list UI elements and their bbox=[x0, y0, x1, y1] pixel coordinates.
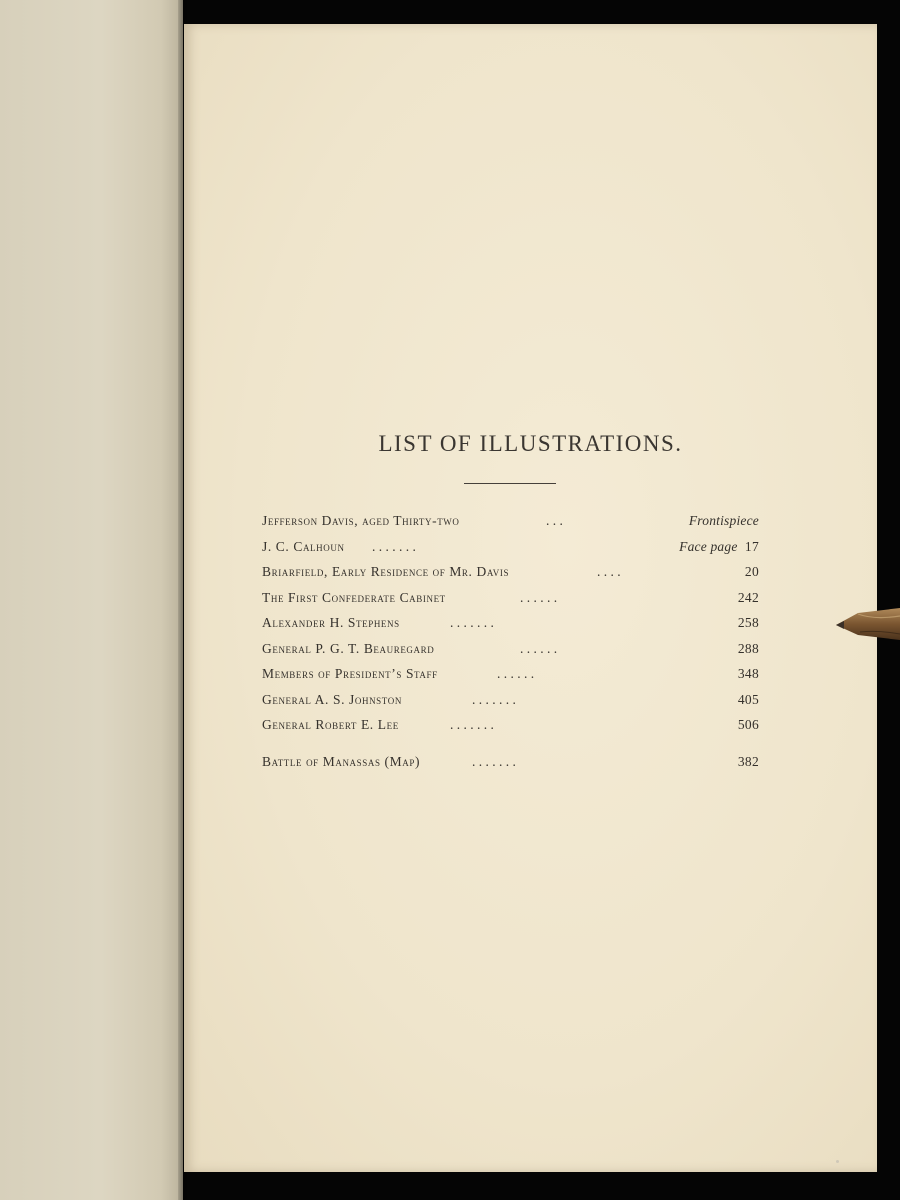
entry-page-value: 382 bbox=[737, 753, 759, 769]
leader-dots: . . . . . . . bbox=[372, 538, 416, 554]
page-title: LIST OF ILLUSTRATIONS. bbox=[378, 431, 683, 456]
entry-label: Battle of Manassas (Map) bbox=[262, 753, 421, 769]
pencil-tip-icon bbox=[834, 602, 900, 644]
leader-dots: . . . . . . bbox=[497, 666, 535, 681]
entry-page bbox=[745, 559, 759, 585]
entry-label: General A. S. Johnston bbox=[262, 691, 402, 707]
list-item bbox=[262, 610, 759, 636]
paper-speck bbox=[836, 1160, 839, 1163]
entry-label: General Robert E. Lee bbox=[262, 717, 399, 732]
entry-page-value: 258 bbox=[737, 615, 759, 630]
entry-page bbox=[679, 534, 759, 560]
right-page bbox=[184, 24, 877, 1172]
leader-dots: . . . . . . . bbox=[450, 717, 494, 732]
entry-page bbox=[738, 610, 759, 636]
entry-page bbox=[738, 749, 759, 775]
entry-page-value: 17 bbox=[744, 538, 759, 554]
leader-dots: . . . . . . bbox=[520, 589, 558, 605]
entry-label: Members of President’s Staff bbox=[262, 666, 438, 681]
entry-page-value: 506 bbox=[737, 717, 759, 732]
illustrations-list bbox=[262, 508, 759, 774]
entry-page bbox=[689, 508, 759, 534]
leader-dots: . . . . . . bbox=[520, 640, 558, 656]
list-item bbox=[262, 508, 759, 534]
list-item bbox=[262, 661, 759, 687]
entry-page-value: 20 bbox=[744, 564, 759, 579]
entry-page bbox=[738, 712, 759, 738]
list-item bbox=[262, 534, 759, 560]
entry-page bbox=[738, 585, 759, 611]
entry-label: Alexander H. Stephens bbox=[262, 615, 400, 630]
leader-dots: . . . . . . . bbox=[450, 615, 494, 630]
entry-page-value: 348 bbox=[737, 666, 759, 681]
entry-page-value: 405 bbox=[737, 691, 759, 707]
list-item bbox=[262, 559, 759, 585]
entry-label: General P. G. T. Beauregard bbox=[262, 640, 435, 656]
entry-page-prefix: Face page bbox=[679, 538, 738, 554]
entry-page-value: 288 bbox=[737, 640, 759, 656]
leader-dots: . . . bbox=[546, 513, 563, 528]
entry-label: J. C. Calhoun bbox=[262, 538, 345, 554]
leader-dots: . . . . bbox=[597, 564, 621, 579]
entry-label: Briarfield, Early Residence of Mr. Davis bbox=[262, 564, 510, 579]
list-item bbox=[262, 749, 759, 775]
left-page bbox=[0, 0, 183, 1200]
entry-page-value: Frontispiece bbox=[688, 513, 759, 528]
entry-label: Jefferson Davis, aged Thirty-two bbox=[262, 513, 460, 528]
entry-label: The First Confederate Cabinet bbox=[262, 589, 446, 605]
list-item bbox=[262, 636, 759, 662]
leader-dots: . . . . . . . bbox=[472, 753, 516, 769]
entry-page bbox=[738, 661, 759, 687]
title-rule bbox=[464, 483, 556, 484]
entry-page bbox=[738, 636, 759, 662]
list-item bbox=[262, 712, 759, 738]
list-item bbox=[262, 585, 759, 611]
leader-dots: . . . . . . . bbox=[472, 691, 516, 707]
entry-page bbox=[738, 687, 759, 713]
list-item bbox=[262, 687, 759, 713]
entry-page-value: 242 bbox=[737, 589, 759, 605]
